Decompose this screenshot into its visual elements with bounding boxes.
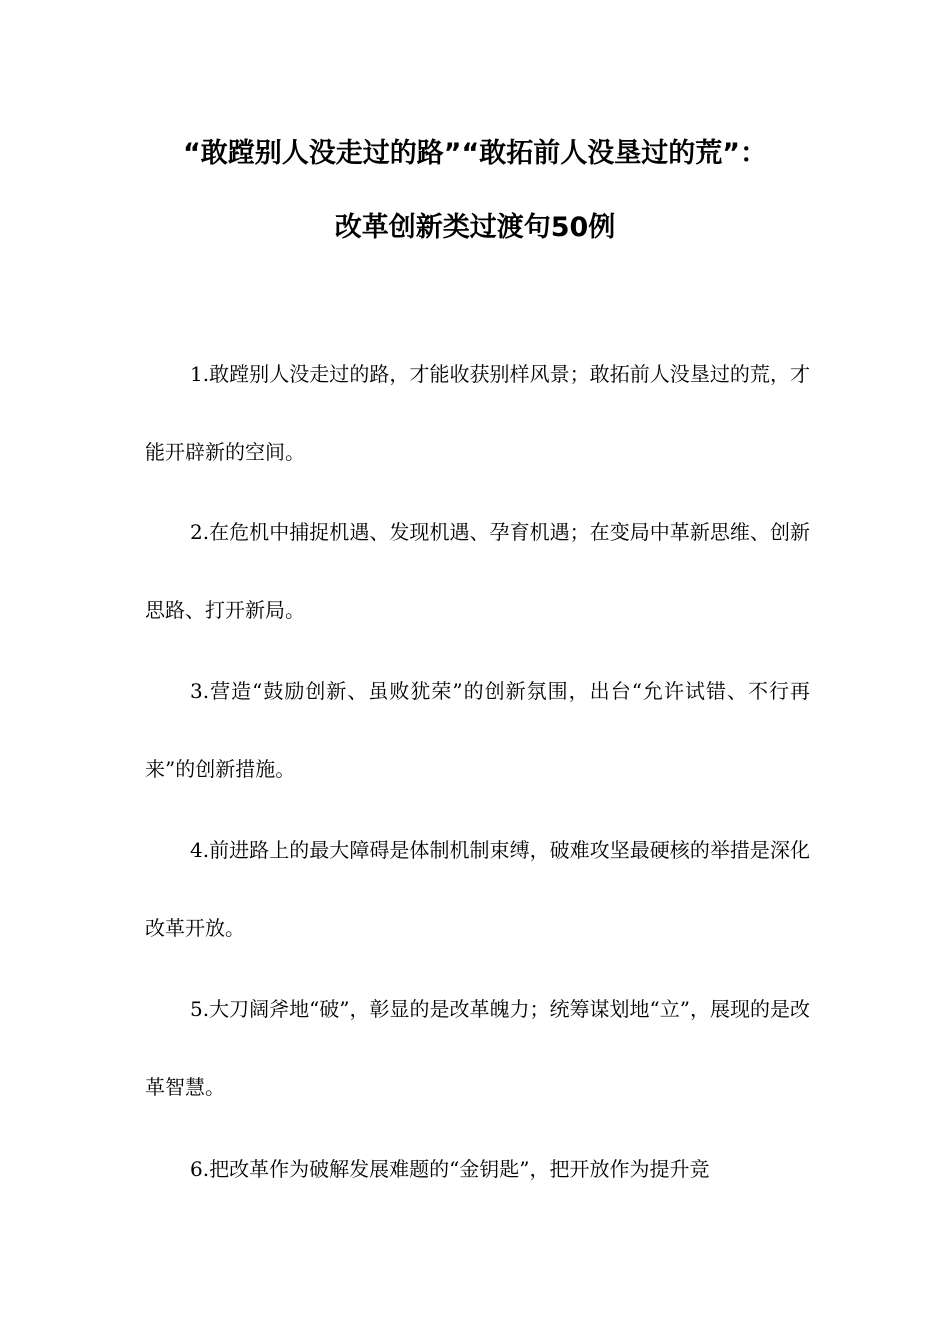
document-title-line-1: “敢蹚别人没走过的路”“敢拓前人没垦过的荒”： (183, 138, 767, 169)
paragraph-3: 3.营造“鼓励创新、虽败犹荣”的创新氛围，出台“允许试错、不行再来”的创新措施。 (145, 679, 810, 781)
document-title-line-2: 改革创新类过渡句50例 (334, 212, 616, 243)
paragraph-6: 6.把改革作为破解发展难题的“金钥匙”，把开放作为提升竞 (190, 1157, 710, 1181)
paragraph-1: 1.敢蹚别人没走过的路，才能收获别样风景；敢拓前人没垦过的荒，才能开辟新的空间。 (145, 362, 810, 464)
paragraph-2: 2.在危机中捕捉机遇、发现机遇、孕育机遇；在变局中革新思维、创新思路、打开新局。 (145, 520, 810, 622)
paragraph-5: 5.大刀阔斧地“破”，彰显的是改革魄力；统筹谋划地“立”，展现的是改革智慧。 (145, 997, 810, 1099)
paragraph-4: 4.前进路上的最大障碍是体制机制束缚，破难攻坚最硬核的举措是深化改革开放。 (145, 838, 810, 940)
